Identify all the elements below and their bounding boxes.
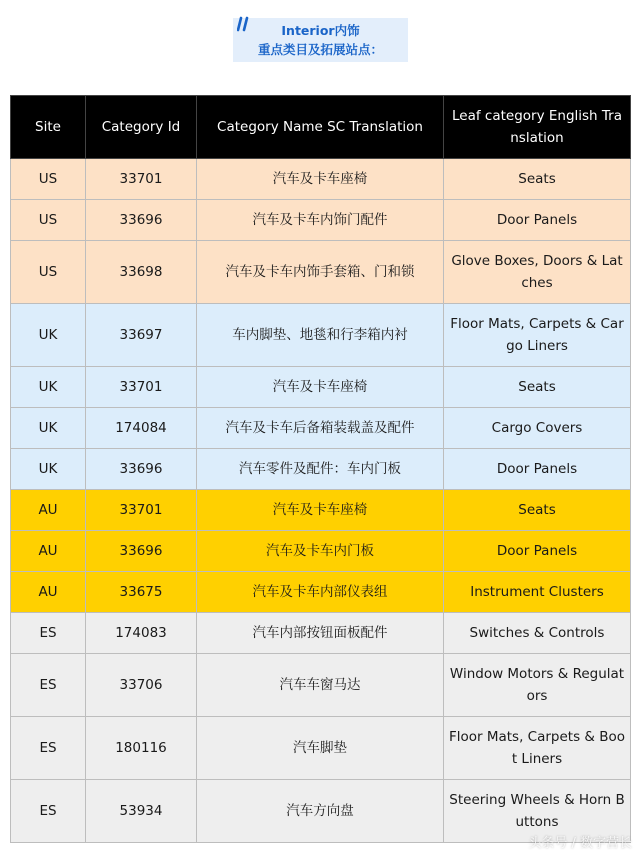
- cell-leaf-category-en: Seats: [444, 159, 631, 200]
- cell-category-id: 33701: [86, 159, 197, 200]
- table-row: [11, 200, 631, 241]
- cell-category-name-sc: 汽车及卡车内饰门配件: [197, 200, 444, 241]
- cell-site: UK: [11, 449, 86, 490]
- table-row: [11, 304, 631, 367]
- cell-category-name-sc: 汽车及卡车内饰手套箱、门和锁: [197, 241, 444, 304]
- table-row: [11, 531, 631, 572]
- cell-site: UK: [11, 408, 86, 449]
- cell-category-id: 180116: [86, 717, 197, 780]
- cell-leaf-category-en: Floor Mats, Carpets & Cargo Liners: [444, 304, 631, 367]
- cell-leaf-category-en: Switches & Controls: [444, 613, 631, 654]
- cell-category-id: 33696: [86, 200, 197, 241]
- cell-category-name-sc: 汽车及卡车座椅: [197, 490, 444, 531]
- cell-category-name-sc: 汽车车窗马达: [197, 654, 444, 717]
- cell-leaf-category-en: Cargo Covers: [444, 408, 631, 449]
- cell-site: US: [11, 241, 86, 304]
- cell-leaf-category-en: Glove Boxes, Doors & Latches: [444, 241, 631, 304]
- cell-site: AU: [11, 490, 86, 531]
- table-row: [11, 241, 631, 304]
- table-row: [11, 613, 631, 654]
- cell-category-id: 33696: [86, 449, 197, 490]
- cell-site: UK: [11, 367, 86, 408]
- cell-category-name-sc: 汽车及卡车内门板: [197, 531, 444, 572]
- cell-site: US: [11, 200, 86, 241]
- cell-category-name-sc: 汽车方向盘: [197, 780, 444, 843]
- cell-category-name-sc: 汽车内部按钮面板配件: [197, 613, 444, 654]
- table-row: [11, 159, 631, 200]
- cell-category-id: 33698: [86, 241, 197, 304]
- header-category-id: Category Id: [86, 96, 197, 159]
- table-row: [11, 408, 631, 449]
- section-title: Interior内饰: [281, 23, 360, 38]
- category-table: [10, 95, 631, 843]
- cell-category-name-sc: 汽车及卡车后备箱装载盖及配件: [197, 408, 444, 449]
- cell-category-id: 33697: [86, 304, 197, 367]
- cell-category-name-sc: 汽车及卡车座椅: [197, 159, 444, 200]
- table-row: [11, 490, 631, 531]
- cell-category-name-sc: 汽车及卡车内部仪表组: [197, 572, 444, 613]
- cell-site: ES: [11, 780, 86, 843]
- cell-leaf-category-en: Instrument Clusters: [444, 572, 631, 613]
- header-leaf-category-en: Leaf category English Translation: [444, 96, 631, 159]
- cell-leaf-category-en: Seats: [444, 490, 631, 531]
- slash-mark-icon: [237, 16, 251, 34]
- cell-category-name-sc: 汽车及卡车座椅: [197, 367, 444, 408]
- cell-category-name-sc: 车内脚垫、地毯和行李箱内衬: [197, 304, 444, 367]
- cell-site: AU: [11, 531, 86, 572]
- cell-leaf-category-en: Door Panels: [444, 200, 631, 241]
- cell-category-id: 33696: [86, 531, 197, 572]
- cell-leaf-category-en: Floor Mats, Carpets & Boot Liners: [444, 717, 631, 780]
- cell-site: US: [11, 159, 86, 200]
- section-title-badge: [233, 18, 408, 62]
- cell-category-id: 33706: [86, 654, 197, 717]
- cell-leaf-category-en: Window Motors & Regulators: [444, 654, 631, 717]
- cell-category-id: 174083: [86, 613, 197, 654]
- table-row: [11, 717, 631, 780]
- section-subtitle: 重点类目及拓展站点：: [257, 42, 383, 57]
- cell-leaf-category-en: Door Panels: [444, 449, 631, 490]
- cell-category-name-sc: 汽车零件及配件：车内门板: [197, 449, 444, 490]
- table-row: [11, 367, 631, 408]
- table-row: [11, 449, 631, 490]
- cell-category-id: 33675: [86, 572, 197, 613]
- cell-category-id: 174084: [86, 408, 197, 449]
- cell-site: ES: [11, 717, 86, 780]
- cell-category-id: 53934: [86, 780, 197, 843]
- cell-leaf-category-en: Door Panels: [444, 531, 631, 572]
- header-site: Site: [11, 96, 86, 159]
- cell-site: ES: [11, 613, 86, 654]
- cell-category-id: 33701: [86, 367, 197, 408]
- table-row: [11, 572, 631, 613]
- watermark-text: 头条号 / 数字营长: [528, 836, 632, 851]
- cell-site: UK: [11, 304, 86, 367]
- cell-category-name-sc: 汽车脚垫: [197, 717, 444, 780]
- table-row: [11, 654, 631, 717]
- cell-category-id: 33701: [86, 490, 197, 531]
- cell-site: ES: [11, 654, 86, 717]
- header-category-name-sc: Category Name SC Translation: [197, 96, 444, 159]
- table-header-row: [11, 96, 631, 159]
- cell-site: AU: [11, 572, 86, 613]
- cell-leaf-category-en: Steering Wheels & Horn Buttons: [444, 780, 631, 843]
- cell-leaf-category-en: Seats: [444, 367, 631, 408]
